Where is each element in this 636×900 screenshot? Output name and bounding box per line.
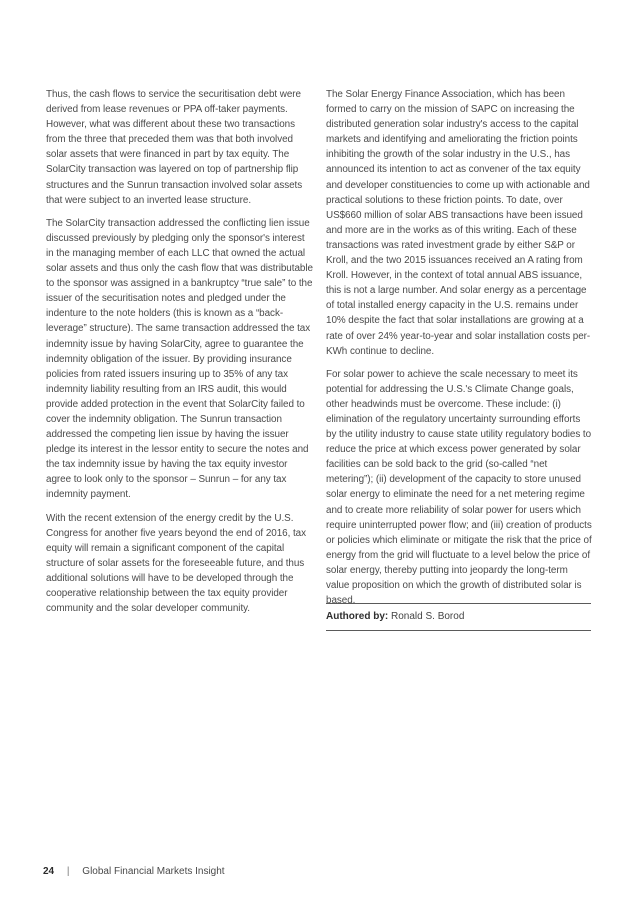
author-name: Ronald S. Borod bbox=[391, 611, 465, 622]
footer-separator: | bbox=[66, 866, 70, 877]
right-column bbox=[326, 87, 592, 616]
publication-title: Global Financial Markets Insight bbox=[82, 866, 225, 877]
left-paragraph-1: Thus, the cash flows to service the securitisation debt were derived from lease revenues or PPA off-taker payments. However, what was different about these two transactions from the three that preceded them was that both involved solar assets that were financed in part by tax equity. The SolarCity transaction was layered on top of partnership flip structures and the Sunrun transaction involved solar assets that were subject to an inverted lease structure. bbox=[46, 89, 303, 206]
right-paragraph-1: The Solar Energy Finance Association, which has been formed to carry on the mission of SAPC on increasing the distributed generation solar industry's access to the capital markets and identifying and ameliorating the friction points inhibiting the growth of the solar industry in the U.S., has announced its intention to act as convener of the tax equity and developer constituencies to come up with actionable and practical solutions to these friction points. To date, over US$660 million of solar ABS transactions have been issued and more are in the works as of this writing. Each of these transactions was rated investment grade by either S&P or Kroll, and the two 2015 issuances received an A rating from Kroll. However, in the context of total annual ABS issuance, this is not a large number. And solar energy as a percentage of total installed energy capacity in the U.S. remains under 10% despite the fact that solar installations are growing at a rate of over 24% year-to-year and solar installation costs per-KWh continue to decline. bbox=[326, 89, 591, 357]
author-label: Authored by: bbox=[326, 611, 389, 622]
author-credit bbox=[326, 603, 591, 631]
right-paragraph-2: For solar power to achieve the scale necessary to meet its potential for addressing the U.S.'s Climate Change goals, other headwinds must be overcome. These include: (i) elimination of the regulatory uncertainty surrounding efforts by the utility industry to cause state utility regulatory bodies to reduce the price at which excess power generated by solar facilities can be sold back to the grid (so-called “net metering”); (ii) development of the capacity to store unused solar energy to eliminate the need for a net metering regime and to create more reliability of solar power for users which require uninterrupted power flow; and (iii) creation of products or policies which eliminate or mitigate the risk that the price of energy from the grid will fluctuate to a level below the price of solar energy, thereby putting into jeopardy the long-term value proposition on which the growth of distributed solar is based. bbox=[326, 368, 592, 607]
left-paragraph-3: With the recent extension of the energy credit by the U.S. Congress for another five years beyond the end of 2016, tax equity will remain a significant component of the capital structure of solar assets for the foreseeable future, and thus additional solutions will have to be developed through the cooperative relationship between the tax equity provider community and the solar developer community. bbox=[46, 512, 307, 615]
page-footer bbox=[43, 866, 225, 877]
left-paragraph-2: The SolarCity transaction addressed the conflicting lien issue discussed previously by pledging only the sponsor's interest in the managing member of each LLC that owned the actual solar assets and thus only the cash flow that was distributable to the sponsor was assigned in a bankruptcy “true sale” to the issuer of the securitisation notes and pledged under the indenture to the note holders (this is known as a “back-leverage” structure). The same transaction addressed the tax indemnity issue by having SolarCity, agree to guarantee the indemnity obligation of the issuer. By providing insurance policies from rated issuers insuring up to 35% of any tax indemnity liability resulting from an IRS audit, this would provide added protection in the event that SolarCity failed to cover the indemnity obligation. The Sunrun transaction addressed the competing lien issue by having the issuer pledge its interest in the lessor entity to secure the notes and the tax indemnity issue by having the tax equity investor agree to look only to the sponsor – Sunrun – for any tax indemnity payment. bbox=[46, 217, 313, 501]
page-number: 24 bbox=[43, 866, 55, 877]
left-column bbox=[46, 87, 313, 624]
